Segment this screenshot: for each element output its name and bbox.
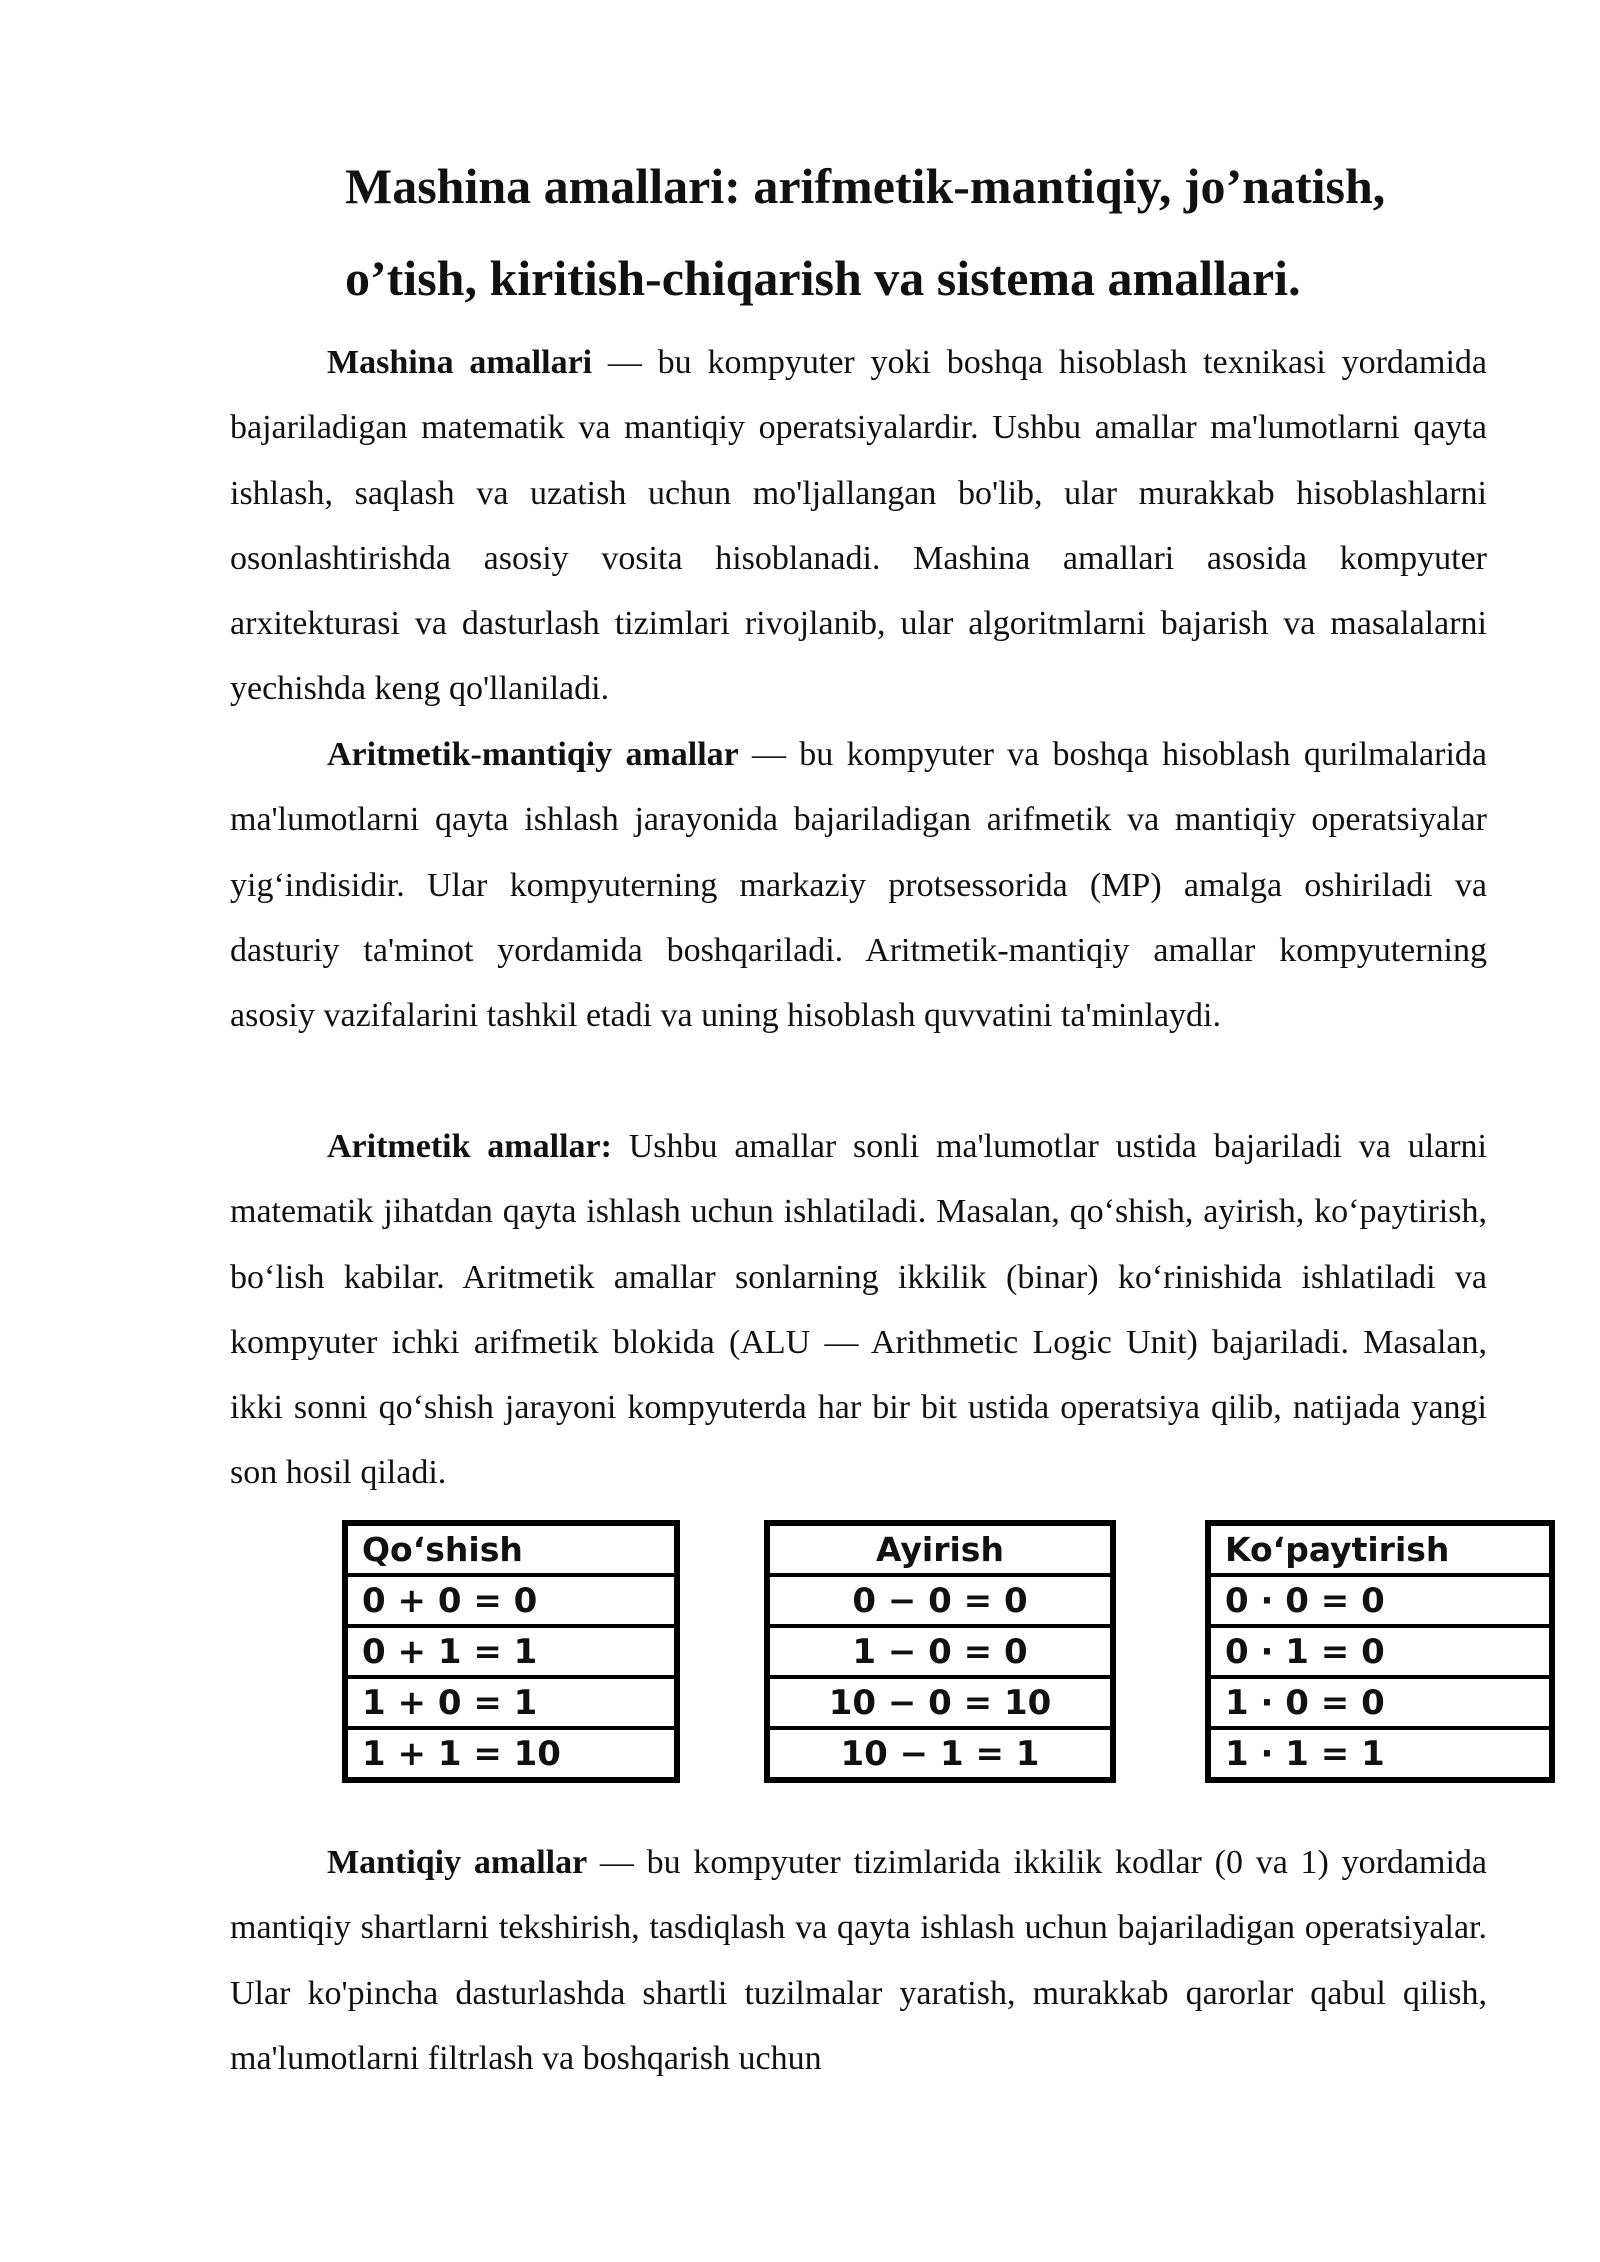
table-row: 0 + 0 = 0 (345, 1575, 677, 1626)
table-header: Qo‘shish (345, 1523, 677, 1575)
table-row: 1 − 0 = 0 (767, 1626, 1113, 1677)
table-row: 0 − 0 = 0 (767, 1575, 1113, 1626)
table-header: Ko‘paytirish (1208, 1523, 1552, 1575)
subtraction-table (764, 1520, 1116, 1783)
table-row: 10 − 1 = 1 (767, 1728, 1113, 1780)
paragraph-machine-operations (230, 330, 1487, 722)
table-row: 0 + 1 = 1 (345, 1626, 677, 1677)
paragraph-text: — bu kompyuter tizimlarida ikkilik kodlar (0 va 1) yordamida mantiqiy shartlarni tekshirish, tasdiqlash va qayta ishlash uchun bajariladigan operatsiyalar. Ular ko'pincha dasturlashda shartli tuzilmalar yaratish, murakkab qarorlar qabul qilish, ma'lumotlarni filtrlash va boshqarish uchun (230, 1844, 1487, 2077)
addition-table (342, 1520, 680, 1783)
term-arithmetic-logic-operations: Aritmetik-mantiqiy amallar (327, 736, 739, 773)
table-row: 0 · 1 = 0 (1208, 1626, 1552, 1677)
table-row: 1 + 1 = 10 (345, 1728, 677, 1780)
table-row: 1 · 1 = 1 (1208, 1728, 1552, 1780)
title-line-1: Mashina amallari: arifmetik-mantiqiy, jo’natish, (345, 158, 1386, 214)
term-arithmetic-operations: Aritmetik amallar: (327, 1128, 612, 1165)
table-row: 10 − 0 = 10 (767, 1677, 1113, 1728)
paragraph-arithmetic-operations (230, 1114, 1487, 1506)
table-row: 1 + 0 = 1 (345, 1677, 677, 1728)
table-header: Ayirish (767, 1523, 1113, 1575)
multiplication-table (1205, 1520, 1555, 1783)
term-machine-operations: Mashina amallari (327, 344, 593, 381)
paragraph-logical-operations (230, 1830, 1487, 2091)
paragraph-text: — bu kompyuter yoki boshqa hisoblash texnikasi yordamida bajariladigan matematik va mantiqiy operatsiyalardir. Ushbu amallar ma'lumotlarni qayta ishlash, saqlash va uzatish uchun mo'ljallangan bo'lib, ular murakkab hisoblashlarni osonlashtirishda asosiy vosita hisoblanadi. Mashina amallari asosida kompyuter arxitekturasi va dasturlash tizimlari rivojlanib, ular algoritmlarni bajarish va masalalarni yechishda keng qo'llaniladi. (230, 344, 1488, 708)
page-title (345, 140, 1485, 324)
paragraph-arithmetic-logic-operations (230, 722, 1487, 1048)
title-line-2: o’tish, kiritish-chiqarish va sistema amallari. (345, 250, 1301, 306)
table-row: 0 · 0 = 0 (1208, 1575, 1552, 1626)
paragraph-text: Ushbu amallar sonli ma'lumotlar ustida bajariladi va ularni matematik jihatdan qayta ishlash uchun ishlatiladi. Masalan, qo‘shish, ayirish, ko‘paytirish, bo‘lish kabilar. Aritmetik amallar sonlarning ikkilik (binar) ko‘rinishida ishlatiladi va kompyuter ichki arifmetik blokida (ALU — Arithmetic Logic Unit) bajariladi. Masalan, ikki sonni qo‘shish jarayoni kompyuterda har bir bit ustida operatsiya qilib, natijada yangi son hosil qiladi. (230, 1128, 1487, 1492)
table-row: 1 · 0 = 0 (1208, 1677, 1552, 1728)
paragraph-text: — bu kompyuter va boshqa hisoblash qurilmalarida ma'lumotlarni qayta ishlash jarayonida bajariladigan arifmetik va mantiqiy operatsiyalar yig‘indisidir. Ular kompyuterning markaziy protsessorida (MP) amalga oshiriladi va dasturiy ta'minot yordamida boshqariladi. Aritmetik-mantiqiy amallar kompyuterning asosiy vazifalarini tashkil etadi va uning hisoblash quvvatini ta'minlaydi. (230, 736, 1487, 1035)
term-logical-operations: Mantiqiy amallar (327, 1844, 588, 1881)
